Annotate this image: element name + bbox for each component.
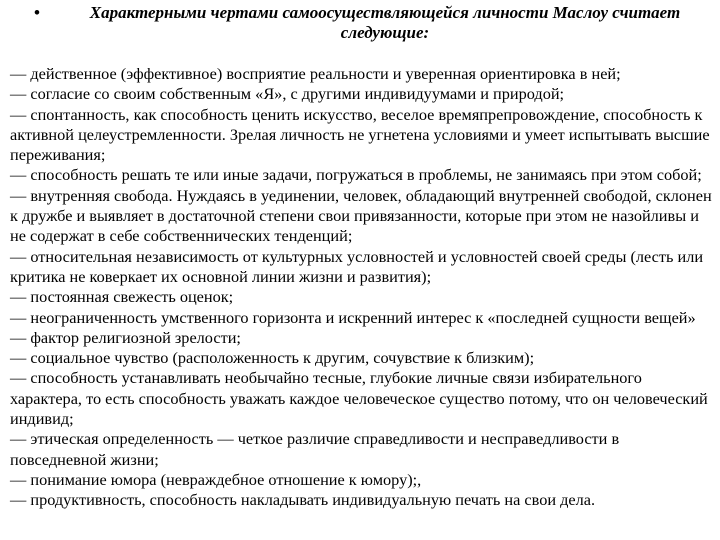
list-item: — внутренняя свобода. Нуждаясь в уединении, человек, обладающий внутренней свободой, склонен к дружбе и выявляет в достаточной степени свои привязанности, которые при этом не назойливы и не содержат в себе собственнических тенденций; <box>10 185 712 246</box>
list-item: — спонтанность, как способность ценить искусство, веселое времяпрепровождение, способность к активной целеустремленности. Зрелая личность не угнетена условиями и умеет испытывать высшие переживания; <box>10 104 710 165</box>
heading <box>34 3 706 43</box>
traits-list <box>10 64 712 511</box>
heading-text: Характерными чертами самоосуществляющейся личности Маслоу считает следующие: <box>89 3 681 42</box>
list-item: — действенное (эффективное) восприятие реальности и уверенная ориентировка в ней; <box>10 64 621 83</box>
list-item: — неограниченность умственного горизонта и искренний интерес к «последней сущности вещей» — фактор религиозной зрелости; <box>10 307 696 347</box>
list-item: — постоянная свежесть оценок; <box>10 287 234 307</box>
list-item: — согласие со своим собственным «Я», с другими индивидуумами и природой; <box>10 84 565 104</box>
list-item: — способность решать те или иные задачи, погружаться в проблемы, не занимаясь при этом собой; <box>10 165 702 185</box>
list-item: — этическая определенность — четкое различие справедливости и несправедливости в повседневной жизни; <box>10 429 620 469</box>
list-item: — понимание юмора (невраждебное отношение к юмору);, <box>10 469 422 489</box>
list-item: — относительная независимость от культурных условностей и условностей своей среды (лесть или критика не коверкает их основной линии жизни и развития); <box>10 246 704 286</box>
bullet-icon: • <box>34 3 40 22</box>
list-item: — социальное чувство (расположенность к другим, сочувствие к близким); <box>10 348 535 368</box>
list-item: — способность устанавливать необычайно тесные, глубокие личные связи избирательного характера, то есть способность уважать каждое человеческое существо потому, что он человеческий индивид; <box>10 368 708 429</box>
list-item: — продуктивность, способность накладывать индивидуальную печать на свои дела. <box>10 490 596 510</box>
